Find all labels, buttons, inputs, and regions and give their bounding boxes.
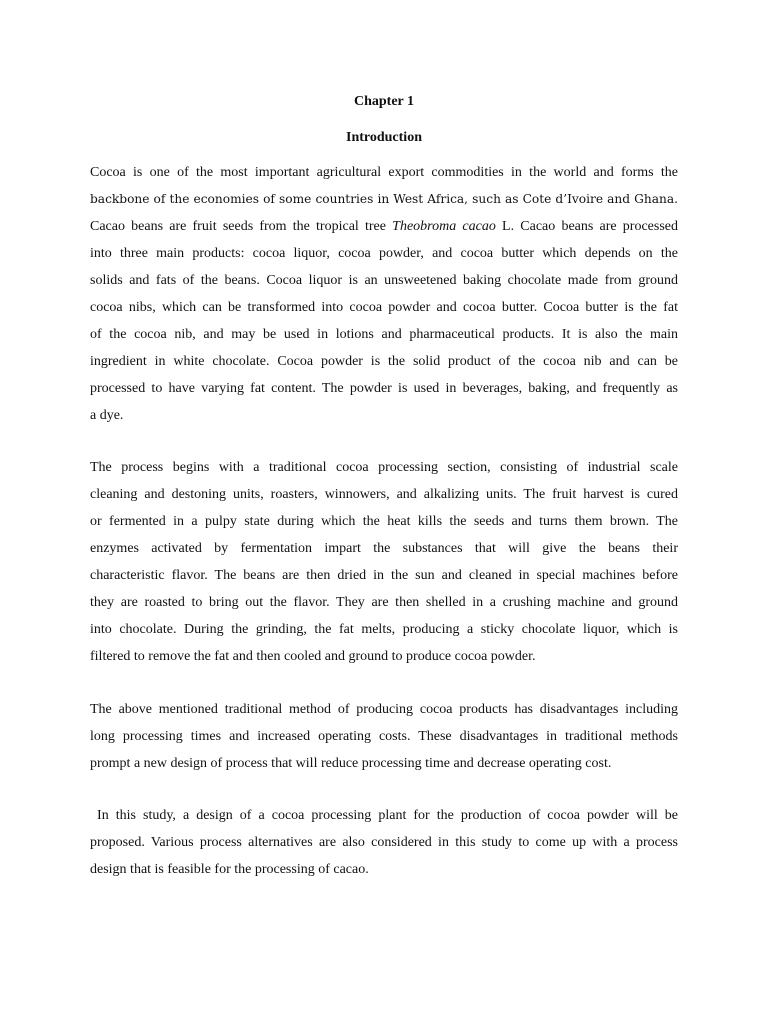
paragraph-1 [90, 159, 678, 429]
text-line: into chocolate. During the grinding, the fat melts, producing a sticky chocolate liquor, which is [90, 622, 678, 637]
paragraph-4 [90, 802, 678, 883]
text-line: The process begins with a traditional cocoa processing section, consisting of industrial scale [90, 460, 678, 475]
text-line: or fermented in a pulpy state during which the heat kills the seeds and turns them brown. The [90, 514, 678, 529]
text-line: ingredient in white chocolate. Cocoa powder is the solid product of the cocoa nib and can be [90, 354, 678, 369]
text-line: prompt a new design of process that will reduce processing time and decrease operating cost. [90, 756, 612, 771]
text-line: The above mentioned traditional method of producing cocoa products has disadvantages including [90, 702, 678, 717]
text-line: cleaning and destoning units, roasters, winnowers, and alkalizing units. The fruit harvest is cured [90, 487, 678, 502]
text-line [90, 213, 678, 240]
chapter-heading: Chapter 1 [353, 94, 415, 109]
text-line: solids and fats of the beans. Cocoa liquor is an unsweetened baking chocolate made from ground [90, 273, 678, 288]
text-line: long processing times and increased operating costs. These disadvantages in traditional methods [90, 729, 678, 744]
text-span: Cacao beans are fruit seeds from the tropical tree [90, 219, 393, 234]
text-line: a dye. [90, 408, 124, 423]
text-line: they are roasted to bring out the flavor. They are then shelled in a crushing machine and ground [90, 595, 678, 610]
text-line: Cocoa is one of the most important agricultural export commodities in the world and forms the [90, 165, 678, 180]
paragraph-2 [90, 454, 678, 670]
text-line: proposed. Various process alternatives are also considered in this study to come up with a process [90, 835, 678, 850]
species-name: Theobroma cacao [392, 219, 496, 234]
text-line: enzymes activated by fermentation impart the substances that will give the beans their [90, 541, 678, 556]
text-line: of the cocoa nib, and may be used in lotions and pharmaceutical products. It is also the main [90, 327, 678, 342]
text-line: processed to have varying fat content. The powder is used in beverages, baking, and frequently as [90, 381, 678, 396]
text-span: L. Cacao beans are processed [495, 219, 678, 234]
text-line: In this study, a design of a cocoa processing plant for the production of cocoa powder will be [90, 808, 678, 823]
section-title: Introduction [346, 130, 422, 145]
text-line: into three main products: cocoa liquor, cocoa powder, and cocoa butter which depends on the [90, 246, 678, 261]
text-line: characteristic flavor. The beans are then dried in the sun and cleaned in special machines before [90, 568, 678, 583]
text-line: filtered to remove the fat and then cooled and ground to produce cocoa powder. [90, 649, 536, 664]
text-line: cocoa nibs, which can be transformed into cocoa powder and cocoa butter. Cocoa butter is the fat [90, 300, 678, 315]
text-line: backbone of the economies of some countries in West Africa, such as Cote d’Ivoire and Ghana. [90, 192, 678, 206]
text-line: design that is feasible for the processing of cacao. [90, 862, 369, 877]
paragraph-3 [90, 696, 678, 777]
